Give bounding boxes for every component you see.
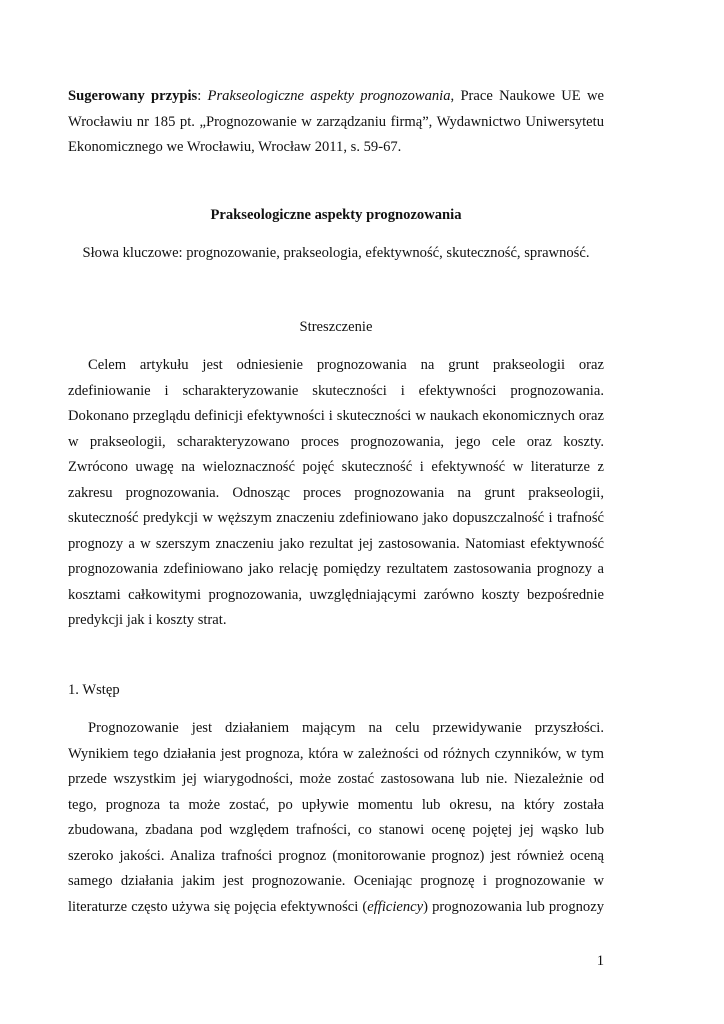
citation-line-1 xyxy=(68,87,604,105)
body-line: przede wszystkim jej wiarygodności, może zostać zastosowana lub nie. Niezależnie od xyxy=(68,771,604,787)
body-line: szeroko jakości. Analiza trafności prognoz (monitorowanie prognoz) jest również oceną xyxy=(68,848,604,864)
abstract-heading: Streszczenie xyxy=(299,319,373,335)
citation-line-3: Ekonomicznego we Wrocławiu, Wrocław 2011, s. 59-67. xyxy=(68,139,402,155)
article-title xyxy=(68,206,604,224)
abstract-line: predykcji jak i koszty strat. xyxy=(68,612,227,628)
keywords: Słowa kluczowe: prognozowanie, prakseologia, efektywność, skuteczność, sprawność. xyxy=(82,245,590,261)
body-line: Wynikiem tego działania jest prognoza, która w zależności od różnych czynników, w tym xyxy=(68,746,604,762)
article-title-text: Prakseologiczne aspekty prognozowania xyxy=(210,207,462,223)
abstract-line: kosztami całkowitymi prognozowania, uwzględniającymi zarówno koszty bezpośrednie xyxy=(68,587,604,603)
body-line xyxy=(68,898,604,916)
italic-term: efficiency xyxy=(367,899,424,915)
body-line: Prognozowanie jest działaniem mającym na celu przewidywanie przyszłości. xyxy=(88,720,604,736)
citation-title: Prakseologiczne aspekty prognozowania xyxy=(207,88,451,104)
body-line-part: ) prognozowania lub prognozy xyxy=(423,899,604,915)
abstract-line: Celem artykułu jest odniesienie prognozowania na grunt prakseologii oraz xyxy=(88,357,604,373)
abstract-line: prognozowania zdefiniowano jako relację pomiędzy rezultatem zastosowania prognozy a xyxy=(68,561,604,577)
body-line: zbudowana, zbadana pod względem trafności, co stanowi ocenę pojętej jej wąsko lub xyxy=(68,822,604,838)
body-line-part: literaturze często używa się pojęcia efektywności ( xyxy=(68,899,368,915)
abstract-line: skuteczność predykcji w węższym znaczeniu zdefiniowano jako dopuszczalność i trafność xyxy=(68,510,604,526)
body-line: tego, prognoza ta może zostać, po upływie momentu lub okresu, na który została xyxy=(68,797,604,813)
abstract-line: Zwrócono uwagę na wieloznaczność pojęć skuteczność i efektywność w literaturze z xyxy=(68,459,604,475)
abstract-line: zdefiniowanie i scharakteryzowanie skuteczności i efektywności prognozowania. xyxy=(68,383,604,399)
abstract-line: Dokonano przeglądu definicji efektywności i skuteczności w naukach ekonomicznych oraz xyxy=(68,408,604,424)
abstract-line: prognozy a w szerszym znaczeniu jako rezultat jej zastosowania. Natomiast efektywność xyxy=(68,536,604,552)
section-heading: 1. Wstęp xyxy=(68,682,120,698)
citation-line-2: Wrocławiu nr 185 pt. „Prognozowanie w zarządzaniu firmą”, Wydawnictwo Uniwersytetu xyxy=(68,114,604,130)
citation-line-1-rest: , Prace Naukowe UE we xyxy=(450,88,604,104)
page-number: 1 xyxy=(596,953,604,969)
citation-colon: : xyxy=(197,88,202,104)
abstract-line: zakresu prognozowania. Odnosząc proces prognozowania na grunt prakseologii, xyxy=(68,485,604,501)
citation-label: Sugerowany przypis xyxy=(68,88,198,104)
body-line: samego działania jakim jest prognozowanie. Oceniając prognozę i prognozowanie w xyxy=(68,873,604,889)
abstract-line: w prakseologii, scharakteryzowano proces prognozowania, jego cele oraz koszty. xyxy=(68,434,604,450)
